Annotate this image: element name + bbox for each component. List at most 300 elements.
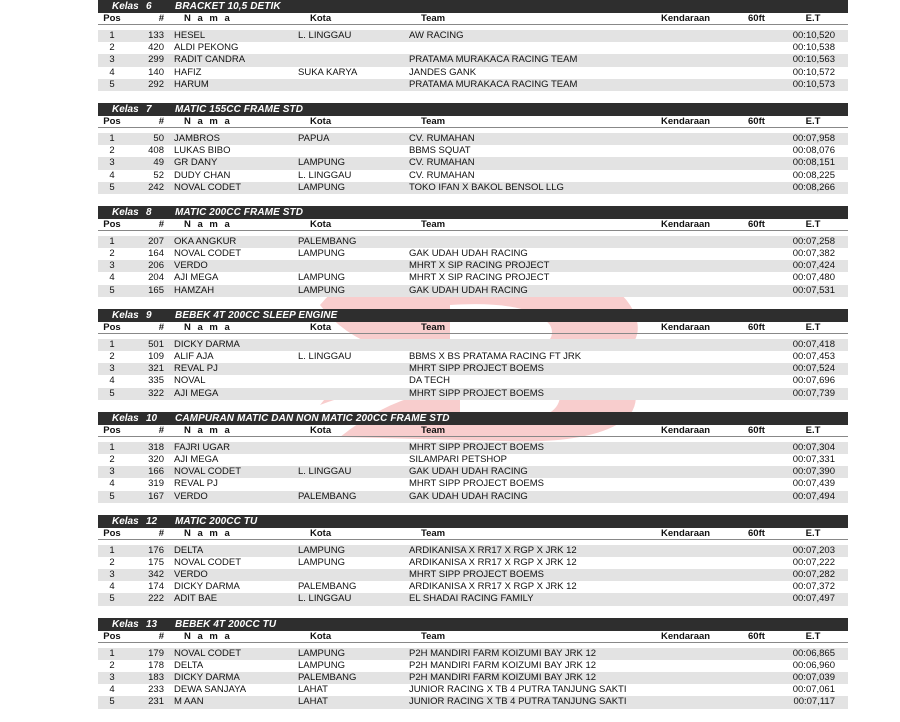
cell-pos: 3 bbox=[109, 569, 115, 581]
table-row bbox=[98, 67, 848, 79]
cell-number: 342 bbox=[148, 569, 164, 581]
cell-team: ARDIKANISA X RR17 X RGP X JRK 12 bbox=[409, 581, 577, 593]
cell-team: MHRT SIPP PROJECT BOEMS bbox=[409, 363, 544, 375]
cell-team: P2H MANDIRI FARM KOIZUMI BAY JRK 12 bbox=[409, 647, 597, 659]
cell-team: AW RACING bbox=[409, 30, 464, 41]
col-kota: Kota bbox=[310, 115, 332, 127]
cell-nama: REVAL PJ bbox=[174, 478, 218, 490]
cell-number: 178 bbox=[148, 659, 164, 671]
cell-et: 00:08,076 bbox=[792, 145, 835, 157]
cell-team: MHRT X SIP RACING PROJECT bbox=[409, 272, 550, 284]
kelas-section bbox=[98, 309, 848, 400]
cell-pos: 5 bbox=[109, 284, 115, 296]
col-et: E.T bbox=[805, 321, 821, 333]
cell-pos: 1 bbox=[109, 132, 115, 144]
cell-number: 174 bbox=[148, 581, 164, 593]
cell-et: 00:07,390 bbox=[792, 466, 835, 478]
column-header-row bbox=[98, 322, 848, 334]
cell-pos: 5 bbox=[109, 78, 115, 90]
cell-kota: LAMPUNG bbox=[298, 284, 345, 296]
cell-team: TOKO IFAN X BAKOL BENSOL LLG bbox=[409, 181, 564, 193]
kelas-number: 10 bbox=[146, 412, 158, 424]
section-gap bbox=[98, 503, 848, 515]
cell-pos: 1 bbox=[109, 338, 115, 350]
cell-nama: ALIF AJA bbox=[174, 351, 214, 362]
cell-number: 183 bbox=[148, 672, 164, 683]
col-et: E.T bbox=[805, 630, 821, 642]
cell-team: GAK UDAH UDAH RACING bbox=[409, 284, 528, 296]
cell-et: 00:07,531 bbox=[792, 284, 835, 296]
column-header-row bbox=[98, 219, 848, 231]
class-title: CAMPURAN MATIC DAN NON MATIC 200CC FRAME STD bbox=[175, 412, 450, 424]
cell-pos: 3 bbox=[109, 260, 115, 272]
col-pos: Pos bbox=[103, 630, 121, 642]
col-kendaraan: Kendaraan bbox=[661, 424, 711, 436]
cell-pos: 4 bbox=[109, 169, 115, 181]
cell-nama: DICKY DARMA bbox=[174, 581, 240, 593]
cell-number: 207 bbox=[148, 235, 164, 247]
cell-number: 233 bbox=[148, 684, 164, 696]
cell-pos: 5 bbox=[109, 387, 115, 399]
cell-nama: NOVAL CODET bbox=[174, 647, 242, 659]
col-nama: N a m a bbox=[184, 630, 232, 642]
kelas-number: 6 bbox=[146, 1, 152, 12]
table-row bbox=[98, 260, 848, 272]
cell-pos: 3 bbox=[109, 54, 115, 66]
cell-nama: ALDI PEKONG bbox=[174, 42, 239, 54]
cell-nama: HAFIZ bbox=[174, 66, 202, 78]
cell-nama: DELTA bbox=[174, 659, 204, 671]
cell-nama: VERDO bbox=[174, 490, 208, 502]
cell-pos: 4 bbox=[109, 581, 115, 593]
col-team: Team bbox=[421, 527, 446, 539]
col-kendaraan: Kendaraan bbox=[661, 218, 711, 230]
col-kota: Kota bbox=[310, 218, 332, 230]
cell-number: 501 bbox=[148, 338, 164, 350]
kelas-section bbox=[98, 206, 848, 297]
cell-et: 00:07,331 bbox=[792, 453, 835, 465]
table-row bbox=[98, 42, 848, 54]
cell-et: 00:07,958 bbox=[792, 132, 835, 144]
col-60ft: 60ft bbox=[748, 115, 765, 127]
col-team: Team bbox=[421, 13, 446, 24]
cell-team: JUNIOR RACING X TB 4 PUTRA TANJUNG SAKTI bbox=[409, 684, 627, 696]
col-60ft: 60ft bbox=[748, 527, 765, 539]
cell-et: 00:07,039 bbox=[792, 672, 835, 683]
cell-number: 140 bbox=[148, 66, 164, 78]
cell-et: 00:08,266 bbox=[792, 181, 835, 193]
col-et: E.T bbox=[805, 424, 821, 436]
col-et: E.T bbox=[805, 527, 821, 539]
cell-et: 00:10,572 bbox=[792, 66, 835, 78]
col-number: # bbox=[158, 13, 164, 24]
cell-team: BBMS SQUAT bbox=[409, 145, 471, 157]
cell-pos: 3 bbox=[109, 466, 115, 478]
cell-nama: RADIT CANDRA bbox=[174, 54, 246, 66]
table-row bbox=[98, 248, 848, 260]
cell-kota: LAMPUNG bbox=[298, 556, 345, 568]
cell-nama: HARUM bbox=[174, 78, 209, 90]
cell-et: 00:07,497 bbox=[792, 593, 835, 605]
section-header bbox=[98, 103, 848, 116]
table-row bbox=[98, 79, 848, 91]
cell-team: GAK UDAH UDAH RACING bbox=[409, 490, 528, 502]
col-kota: Kota bbox=[310, 424, 332, 436]
col-number: # bbox=[158, 218, 164, 230]
col-nama: N a m a bbox=[184, 527, 232, 539]
cell-team: BBMS X BS PRATAMA RACING FT JRK bbox=[409, 351, 582, 362]
table-row bbox=[98, 466, 848, 478]
section-gap bbox=[98, 194, 848, 206]
results-page bbox=[98, 0, 848, 709]
cell-number: 133 bbox=[148, 30, 164, 41]
cell-team: P2H MANDIRI FARM KOIZUMI BAY JRK 12 bbox=[409, 659, 597, 671]
col-kendaraan: Kendaraan bbox=[661, 321, 711, 333]
cell-nama: AJI MEGA bbox=[174, 453, 219, 465]
col-pos: Pos bbox=[103, 115, 121, 127]
kelas-label: Kelas bbox=[112, 412, 139, 424]
cell-number: 420 bbox=[148, 42, 164, 54]
col-pos: Pos bbox=[103, 13, 121, 24]
col-nama: N a m a bbox=[184, 13, 232, 24]
cell-number: 299 bbox=[148, 54, 164, 66]
cell-number: 335 bbox=[148, 375, 164, 387]
cell-kota: LAMPUNG bbox=[298, 157, 345, 169]
col-nama: N a m a bbox=[184, 218, 232, 230]
cell-et: 00:10,573 bbox=[792, 78, 835, 90]
cell-team: ARDIKANISA X RR17 X RGP X JRK 12 bbox=[409, 544, 577, 556]
section-gap bbox=[98, 400, 848, 412]
cell-nama: M AAN bbox=[174, 696, 204, 708]
cell-pos: 3 bbox=[109, 363, 115, 375]
cell-team: MHRT X SIP RACING PROJECT bbox=[409, 260, 550, 272]
cell-number: 204 bbox=[148, 272, 164, 284]
cell-et: 00:10,520 bbox=[792, 30, 835, 41]
table-row bbox=[98, 660, 848, 672]
cell-kota: PALEMBANG bbox=[298, 235, 357, 247]
col-60ft: 60ft bbox=[748, 630, 765, 642]
cell-pos: 2 bbox=[109, 248, 115, 260]
cell-number: 242 bbox=[148, 181, 164, 193]
cell-kota: LAMPUNG bbox=[298, 248, 345, 260]
cell-team: GAK UDAH UDAH RACING bbox=[409, 248, 528, 260]
column-header-row bbox=[98, 425, 848, 437]
cell-nama: NOVAL CODET bbox=[174, 181, 242, 193]
col-kota: Kota bbox=[310, 13, 332, 24]
cell-nama: DICKY DARMA bbox=[174, 338, 240, 350]
cell-pos: 4 bbox=[109, 375, 115, 387]
cell-kota: L. LINGGAU bbox=[298, 30, 352, 41]
table-row bbox=[98, 339, 848, 351]
kelas-label: Kelas bbox=[112, 309, 139, 321]
cell-pos: 3 bbox=[109, 672, 115, 683]
kelas-section bbox=[98, 515, 848, 606]
table-row bbox=[98, 157, 848, 169]
table-row bbox=[98, 272, 848, 284]
cell-nama: FAJRI UGAR bbox=[174, 441, 230, 453]
cell-pos: 1 bbox=[109, 30, 115, 41]
cell-kota: LAMPUNG bbox=[298, 647, 345, 659]
cell-kota: PALEMBANG bbox=[298, 490, 357, 502]
col-team: Team bbox=[421, 630, 446, 642]
cell-pos: 3 bbox=[109, 157, 115, 169]
cell-pos: 5 bbox=[109, 181, 115, 193]
cell-team: JANDES GANK bbox=[409, 66, 477, 78]
cell-et: 00:08,151 bbox=[792, 157, 835, 169]
cell-nama: JAMBROS bbox=[174, 132, 220, 144]
table-row bbox=[98, 696, 848, 708]
cell-number: 109 bbox=[148, 351, 164, 362]
cell-team: P2H MANDIRI FARM KOIZUMI BAY JRK 12 bbox=[409, 672, 597, 683]
cell-team: SILAMPARI PETSHOP bbox=[409, 453, 508, 465]
cell-nama: NOVAL CODET bbox=[174, 466, 242, 478]
section-header bbox=[98, 515, 848, 528]
col-number: # bbox=[158, 424, 164, 436]
cell-pos: 2 bbox=[109, 42, 115, 54]
cell-pos: 4 bbox=[109, 478, 115, 490]
col-et: E.T bbox=[805, 115, 821, 127]
col-team: Team bbox=[421, 321, 446, 333]
cell-pos: 1 bbox=[109, 441, 115, 453]
cell-team: ARDIKANISA X RR17 X RGP X JRK 12 bbox=[409, 556, 577, 568]
column-header-row bbox=[98, 631, 848, 643]
cell-team: JUNIOR RACING X TB 4 PUTRA TANJUNG SAKTI bbox=[409, 696, 627, 708]
kelas-section bbox=[98, 412, 848, 503]
section-gap bbox=[98, 297, 848, 309]
col-60ft: 60ft bbox=[748, 13, 765, 24]
col-team: Team bbox=[421, 115, 446, 127]
cell-team: CV. RUMAHAN bbox=[409, 132, 475, 144]
cell-team: DA TECH bbox=[409, 375, 451, 387]
cell-et: 00:07,203 bbox=[792, 544, 835, 556]
col-kendaraan: Kendaraan bbox=[661, 527, 711, 539]
cell-nama: HESEL bbox=[174, 30, 206, 41]
cell-pos: 2 bbox=[109, 145, 115, 157]
cell-pos: 2 bbox=[109, 659, 115, 671]
cell-et: 00:06,960 bbox=[792, 659, 835, 671]
cell-number: 231 bbox=[148, 696, 164, 708]
cell-nama: VERDO bbox=[174, 260, 208, 272]
table-row bbox=[98, 581, 848, 593]
section-header bbox=[98, 206, 848, 219]
class-title: MATIC 155CC FRAME STD bbox=[175, 103, 304, 115]
column-header-row bbox=[98, 13, 848, 25]
col-kota: Kota bbox=[310, 321, 332, 333]
table-row bbox=[98, 285, 848, 297]
table-row bbox=[98, 170, 848, 182]
table-row bbox=[98, 648, 848, 660]
col-60ft: 60ft bbox=[748, 321, 765, 333]
cell-number: 321 bbox=[148, 363, 164, 375]
col-nama: N a m a bbox=[184, 424, 232, 436]
kelas-section bbox=[98, 0, 848, 91]
cell-et: 00:07,304 bbox=[792, 441, 835, 453]
class-title: BRACKET 10,5 DETIK bbox=[175, 1, 281, 12]
cell-team: MHRT SIPP PROJECT BOEMS bbox=[409, 569, 544, 581]
cell-nama: OKA ANGKUR bbox=[174, 235, 237, 247]
table-row bbox=[98, 557, 848, 569]
cell-number: 167 bbox=[148, 490, 164, 502]
cell-number: 176 bbox=[148, 544, 164, 556]
cell-nama: DELTA bbox=[174, 544, 204, 556]
table-row bbox=[98, 54, 848, 66]
table-row bbox=[98, 454, 848, 466]
cell-et: 00:07,418 bbox=[792, 338, 835, 350]
table-row bbox=[98, 569, 848, 581]
cell-number: 222 bbox=[148, 593, 164, 605]
col-et: E.T bbox=[805, 218, 821, 230]
cell-nama: REVAL PJ bbox=[174, 363, 218, 375]
cell-nama: DEWA SANJAYA bbox=[174, 684, 247, 696]
cell-et: 00:06,865 bbox=[792, 647, 835, 659]
kelas-label: Kelas bbox=[112, 206, 139, 218]
cell-nama: LUKAS BIBO bbox=[174, 145, 231, 157]
kelas-label: Kelas bbox=[112, 103, 139, 115]
cell-number: 166 bbox=[148, 466, 164, 478]
class-title: MATIC 200CC FRAME STD bbox=[175, 206, 304, 218]
cell-kota: L. LINGGAU bbox=[298, 593, 352, 605]
kelas-number: 7 bbox=[146, 103, 152, 115]
cell-team: GAK UDAH UDAH RACING bbox=[409, 466, 528, 478]
table-row bbox=[98, 684, 848, 696]
cell-pos: 4 bbox=[109, 684, 115, 696]
col-et: E.T bbox=[805, 13, 821, 24]
kelas-number: 12 bbox=[146, 515, 158, 527]
col-kendaraan: Kendaraan bbox=[661, 13, 711, 24]
cell-kota: L. LINGGAU bbox=[298, 466, 352, 478]
table-row bbox=[98, 375, 848, 387]
col-kota: Kota bbox=[310, 630, 332, 642]
cell-number: 165 bbox=[148, 284, 164, 296]
cell-team: EL SHADAI RACING FAMILY bbox=[409, 593, 534, 605]
cell-et: 00:07,258 bbox=[792, 235, 835, 247]
table-row bbox=[98, 133, 848, 145]
table-row bbox=[98, 388, 848, 400]
cell-pos: 2 bbox=[109, 556, 115, 568]
cell-number: 318 bbox=[148, 441, 164, 453]
col-pos: Pos bbox=[103, 321, 121, 333]
cell-number: 164 bbox=[148, 248, 164, 260]
table-row bbox=[98, 30, 848, 42]
kelas-number: 8 bbox=[146, 206, 152, 218]
cell-team: PRATAMA MURAKACA RACING TEAM bbox=[409, 78, 578, 90]
cell-nama: DUDY CHAN bbox=[174, 169, 231, 181]
cell-nama: GR DANY bbox=[174, 157, 218, 169]
class-title: MATIC 200CC TU bbox=[175, 515, 258, 527]
cell-number: 322 bbox=[148, 387, 164, 399]
table-row bbox=[98, 491, 848, 503]
col-number: # bbox=[158, 115, 164, 127]
cell-pos: 1 bbox=[109, 235, 115, 247]
cell-nama: DICKY DARMA bbox=[174, 672, 240, 683]
cell-et: 00:07,282 bbox=[792, 569, 835, 581]
col-number: # bbox=[158, 527, 164, 539]
cell-number: 179 bbox=[148, 647, 164, 659]
cell-et: 00:07,222 bbox=[792, 556, 835, 568]
class-title: BEBEK 4T 200CC TU bbox=[175, 618, 277, 630]
cell-number: 320 bbox=[148, 453, 164, 465]
cell-team: MHRT SIPP PROJECT BOEMS bbox=[409, 478, 544, 490]
cell-kota: LAMPUNG bbox=[298, 181, 345, 193]
kelas-number: 13 bbox=[146, 618, 158, 630]
cell-pos: 5 bbox=[109, 593, 115, 605]
cell-team: PRATAMA MURAKACA RACING TEAM bbox=[409, 54, 578, 66]
section-header bbox=[98, 309, 848, 322]
section-header bbox=[98, 0, 848, 13]
cell-kota: SUKA KARYA bbox=[298, 66, 358, 78]
table-row bbox=[98, 478, 848, 490]
cell-et: 00:07,061 bbox=[792, 684, 835, 696]
kelas-number: 9 bbox=[146, 309, 152, 321]
table-row bbox=[98, 363, 848, 375]
cell-team: CV. RUMAHAN bbox=[409, 169, 475, 181]
cell-kota: L. LINGGAU bbox=[298, 169, 352, 181]
cell-et: 00:07,696 bbox=[792, 375, 835, 387]
kelas-section bbox=[98, 103, 848, 194]
cell-kota: PALEMBANG bbox=[298, 672, 357, 683]
cell-et: 00:08,225 bbox=[792, 169, 835, 181]
cell-kota: LAHAT bbox=[298, 684, 328, 696]
cell-team: MHRT SIPP PROJECT BOEMS bbox=[409, 441, 544, 453]
section-header bbox=[98, 412, 848, 425]
cell-nama: VERDO bbox=[174, 569, 208, 581]
col-nama: N a m a bbox=[184, 321, 232, 333]
cell-kota: PALEMBANG bbox=[298, 581, 357, 593]
cell-nama: NOVAL bbox=[174, 375, 206, 387]
cell-nama: NOVAL CODET bbox=[174, 556, 242, 568]
table-row bbox=[98, 545, 848, 557]
section-gap bbox=[98, 606, 848, 618]
cell-number: 408 bbox=[148, 145, 164, 157]
cell-pos: 1 bbox=[109, 647, 115, 659]
cell-et: 00:10,563 bbox=[792, 54, 835, 66]
cell-team: CV. RUMAHAN bbox=[409, 157, 475, 169]
kelas-label: Kelas bbox=[112, 618, 139, 630]
table-row bbox=[98, 351, 848, 363]
cell-number: 292 bbox=[148, 78, 164, 90]
cell-et: 00:07,439 bbox=[792, 478, 835, 490]
cell-et: 00:07,372 bbox=[792, 581, 835, 593]
col-kendaraan: Kendaraan bbox=[661, 630, 711, 642]
cell-nama: AJI MEGA bbox=[174, 272, 219, 284]
cell-kota: PAPUA bbox=[298, 132, 330, 144]
cell-pos: 1 bbox=[109, 544, 115, 556]
cell-team: MHRT SIPP PROJECT BOEMS bbox=[409, 387, 544, 399]
column-header-row bbox=[98, 116, 848, 128]
table-row bbox=[98, 182, 848, 194]
cell-number: 175 bbox=[148, 556, 164, 568]
cell-et: 00:07,524 bbox=[792, 363, 835, 375]
table-row bbox=[98, 593, 848, 605]
cell-pos: 5 bbox=[109, 490, 115, 502]
col-pos: Pos bbox=[103, 424, 121, 436]
col-60ft: 60ft bbox=[748, 424, 765, 436]
cell-kota: LAMPUNG bbox=[298, 659, 345, 671]
cell-nama: ADIT BAE bbox=[174, 593, 218, 605]
col-nama: N a m a bbox=[184, 115, 232, 127]
kelas-label: Kelas bbox=[112, 1, 139, 12]
col-number: # bbox=[158, 321, 164, 333]
table-row bbox=[98, 672, 848, 684]
cell-et: 00:07,494 bbox=[792, 490, 835, 502]
cell-number: 50 bbox=[153, 132, 164, 144]
cell-et: 00:10,538 bbox=[792, 42, 835, 54]
col-60ft: 60ft bbox=[748, 218, 765, 230]
kelas-section bbox=[98, 618, 848, 709]
cell-pos: 2 bbox=[109, 453, 115, 465]
col-pos: Pos bbox=[103, 218, 121, 230]
col-kota: Kota bbox=[310, 527, 332, 539]
